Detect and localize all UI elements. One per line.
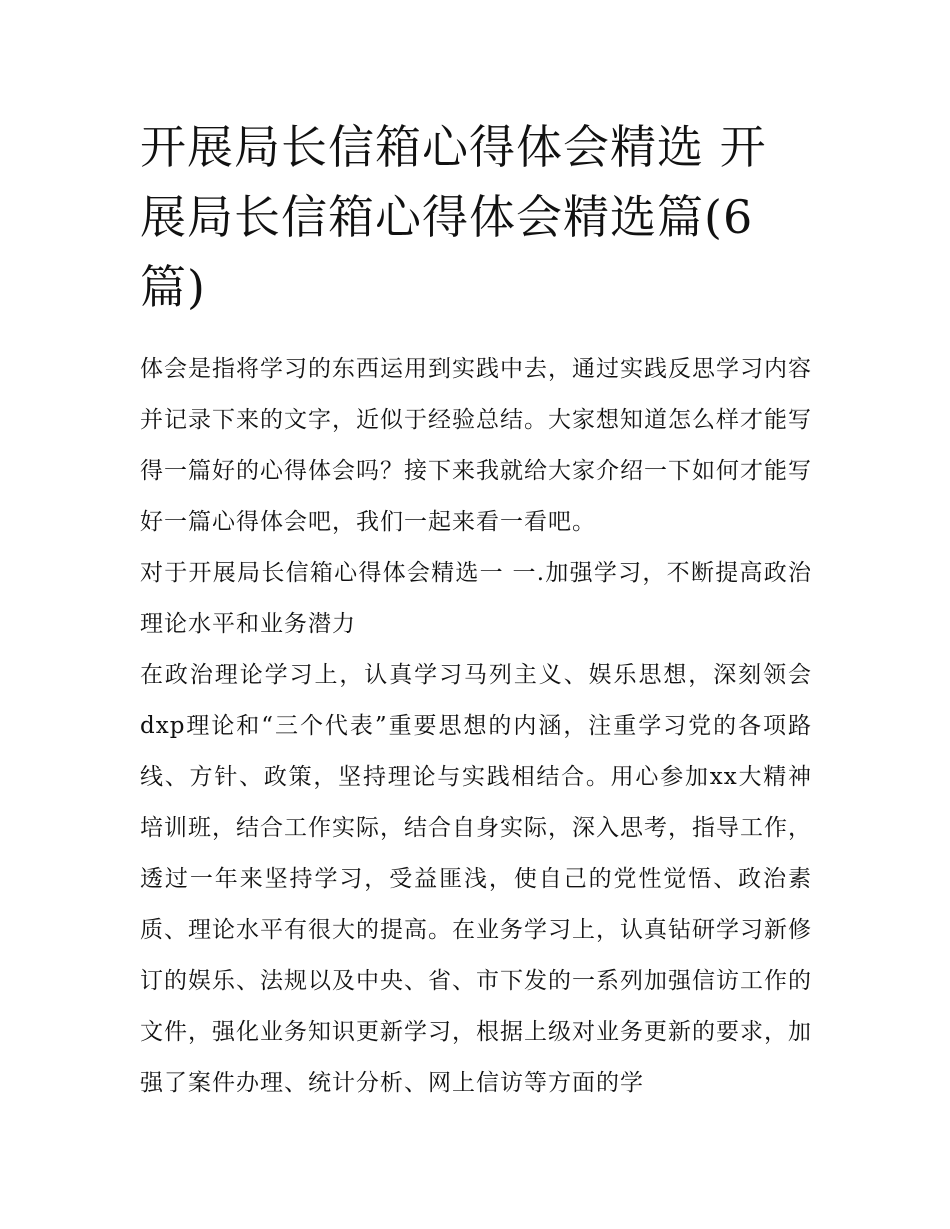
intro-paragraph: 体会是指将学习的东西运用到实践中去，通过实践反思学习内容并记录下来的文字，近似于经验总结。大家想知道怎么样才能写得一篇好的心得体会吗？接下来我就给大家介绍一下如何才能写好一篇心得体会吧，我们一起来看一看吧。: [140, 356, 812, 535]
body-paragraph: 在政治理论学习上，认真学习马列主义、娱乐思想，深刻领会dxp理论和“三个代表”重要思想的内涵，注重学习党的各项路线、方针、政策，坚持理论与实践相结合。用心参加xx大精神培训班，结合工作实际，结合自身实际，深入思考，指导工作，透过一年来坚持学习，受益匪浅，使自己的党性觉悟、政治素质、理论水平有很大的提高。在业务学习上，认真钻研学习新修订的娱乐、法规以及中央、省、市下发的一系列加强信访工作的文件，强化业务知识更新学习，根据上级对业务更新的要求，加强了案件办理、统计分析、网上信访等方面的学: [140, 662, 812, 1096]
section-heading-paragraph: 对于开展局长信箱心得体会精选一 一.加强学习，不断提高政治理论水平和业务潜力: [140, 560, 812, 637]
document-content: [140, 112, 812, 1109]
document-title: 开展局长信箱心得体会精选 开展局长信箱心得体会精选篇(6篇): [140, 120, 767, 314]
